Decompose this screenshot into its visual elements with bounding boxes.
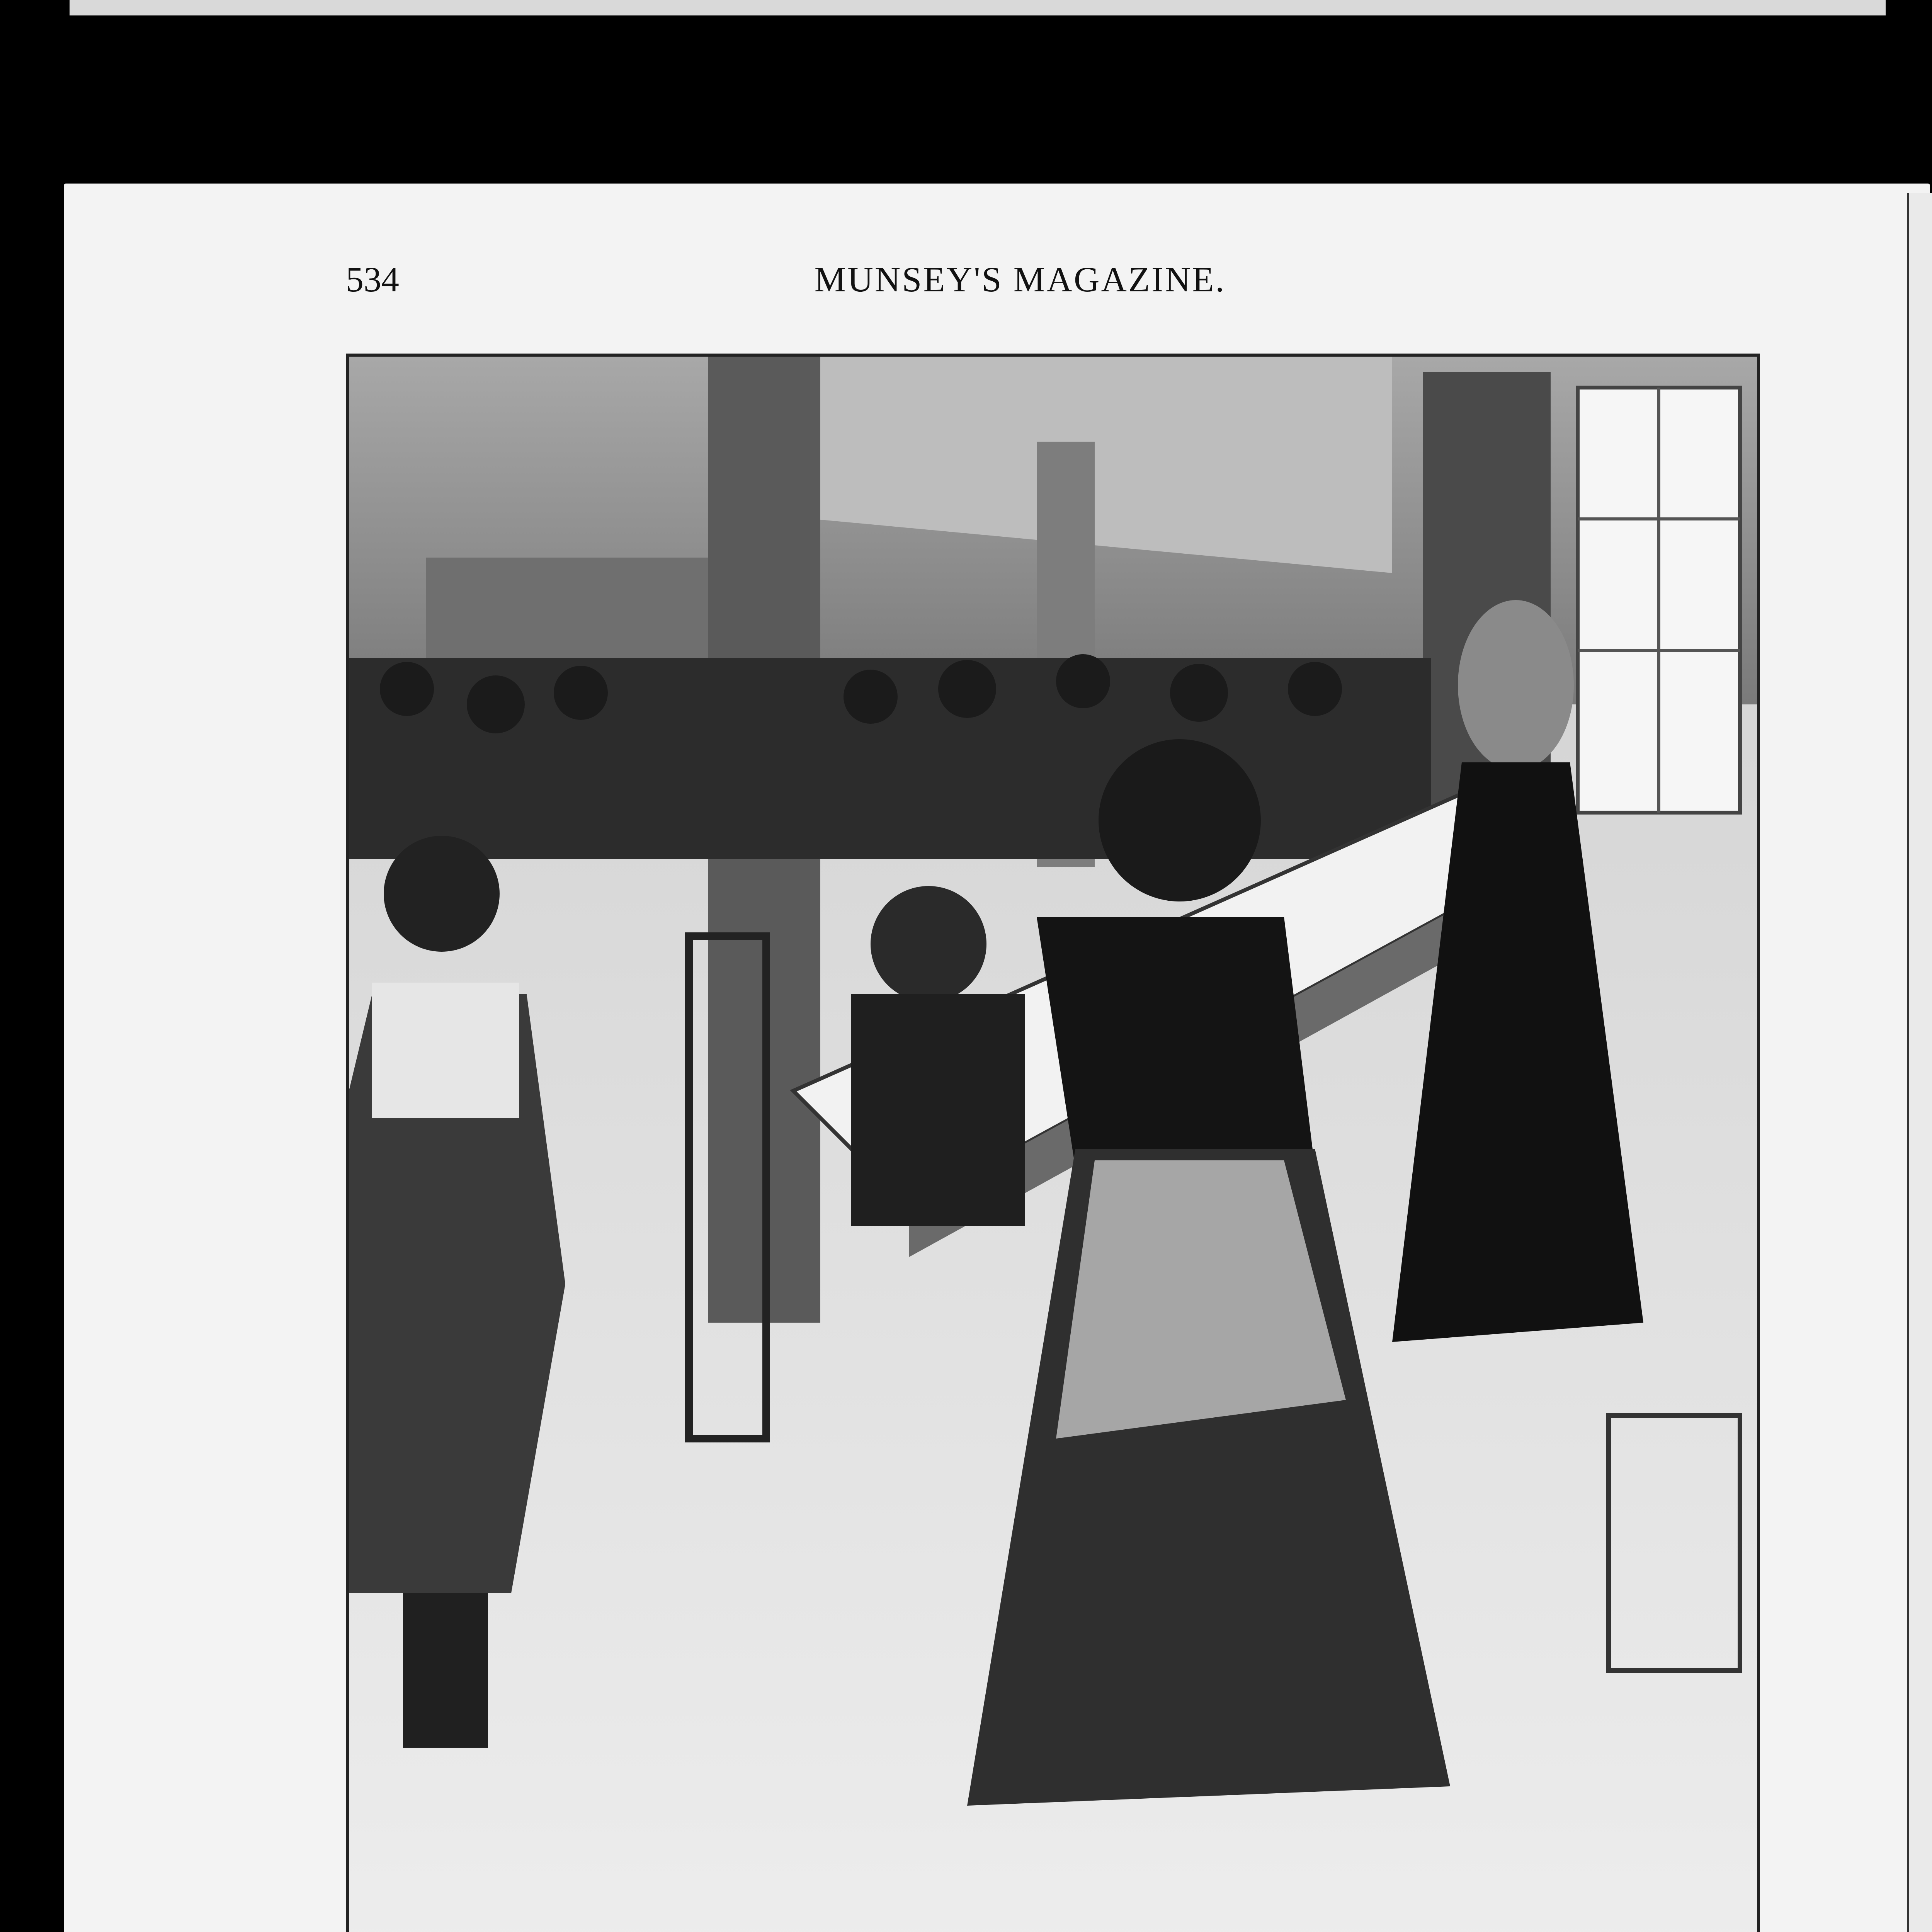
previous-page-edge <box>70 0 1886 15</box>
page-header <box>278 259 1762 313</box>
running-head: MUNSEY'S MAGAZINE. <box>814 260 1226 299</box>
workroom-illustration <box>346 354 1760 1932</box>
facing-page-edge <box>1907 193 1932 1932</box>
engraving-workroom-icon <box>349 357 1757 1932</box>
page-number: 534 <box>346 260 399 299</box>
